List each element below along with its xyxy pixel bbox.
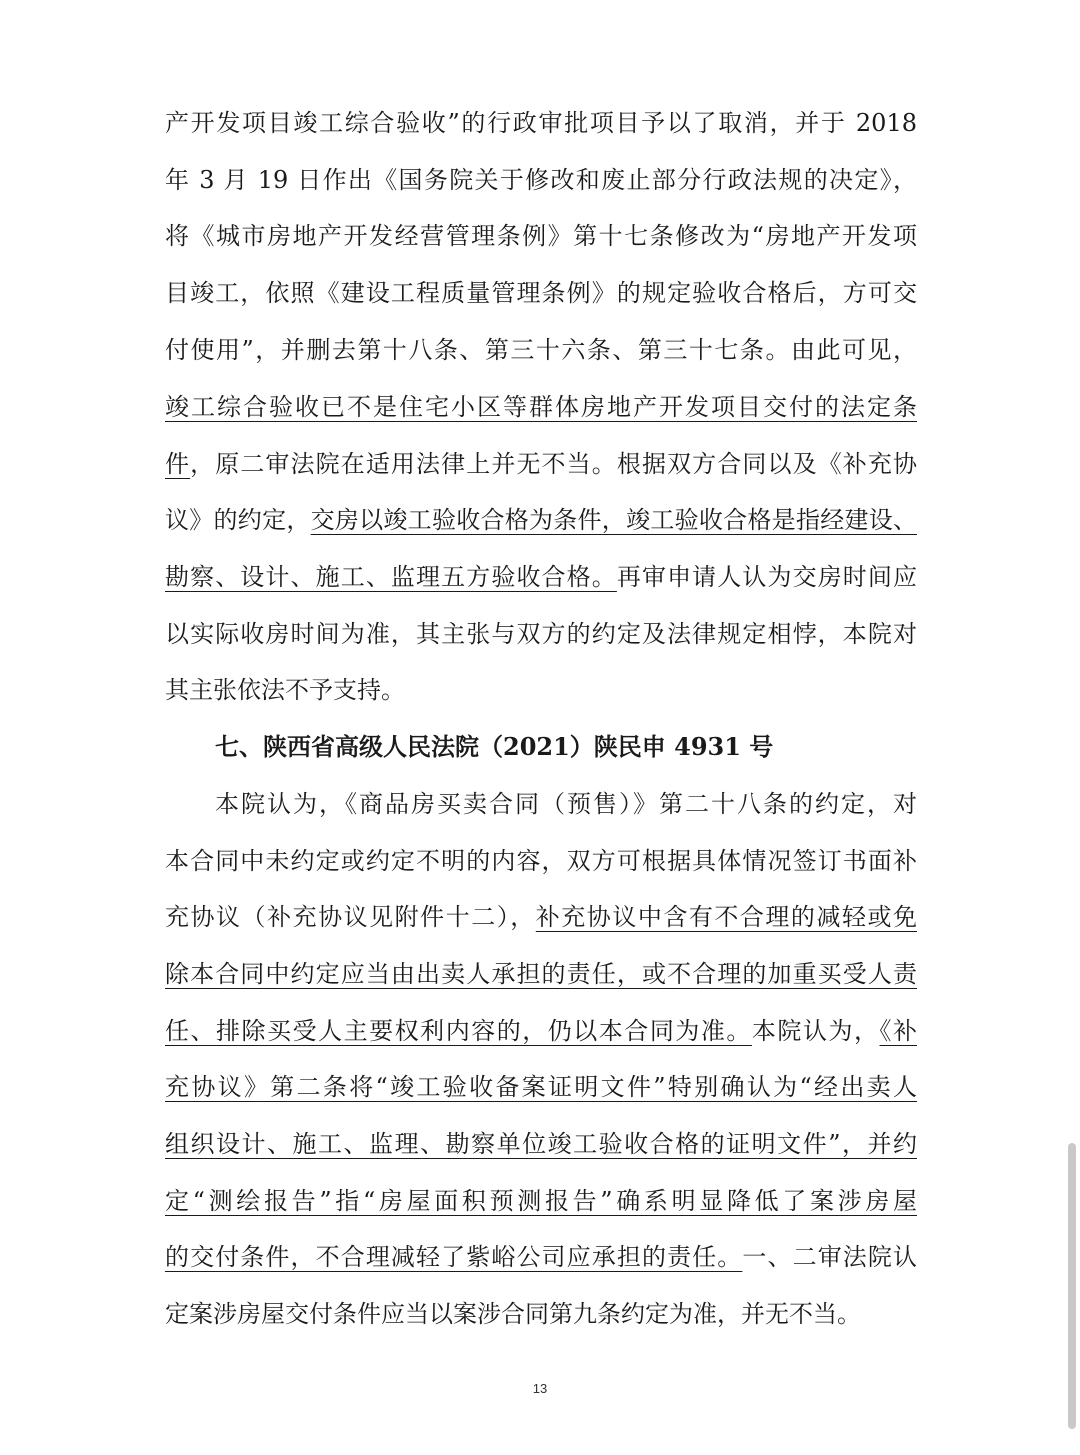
text-line: 其主张依法不予支持。 — [165, 676, 405, 704]
underlined-text: 的交付条件，不合理减轻了紫峪公司应承担的责任。 — [165, 1243, 743, 1271]
text-line — [165, 392, 917, 422]
text-line: 议》的约定，交房以竣工验收合格为条件，竣工验收合格是指经建设、 — [165, 506, 917, 534]
text-line: 目竣工，依照《建设工程质量管理条例》的规定验收合格后，方可交 — [165, 279, 917, 307]
underlined-text: 组织设计、施工、监理、勘察单位竣工验收合格的证明文件”，并约 — [165, 1130, 917, 1158]
page-number: 13 — [532, 1381, 548, 1396]
scrollbar[interactable] — [1064, 0, 1080, 1455]
text-line: 年 3 月 19 日作出《国务院关于修改和废止部分行政法规的决定》， — [165, 166, 917, 194]
underlined-text: 交房以竣工验收合格为条件，竣工验收合格是指经建设、 — [310, 506, 917, 534]
underlined-text: 任、排除买受人主要权利内容的，仍以本合同为准。 — [165, 1017, 752, 1045]
scrollbar-thumb[interactable] — [1068, 1143, 1076, 1429]
underlined-text: 勘察、设计、施工、监理五方验收合格。 — [165, 563, 617, 591]
underlined-text: 充协议》第二条将“竣工验收备案证明文件”特别确认为“经出卖人 — [165, 1073, 917, 1101]
text-line: 的交付条件，不合理减轻了紫峪公司应承担的责任。一、二审法院认 — [165, 1243, 917, 1271]
text-line: 付使用”，并删去第十八条、第三十六条、第三十七条。由此可见， — [165, 336, 917, 364]
underlined-text: 定“测绘报告”指“房屋面积预测报告”确系明显降低了案涉房屋 — [165, 1187, 917, 1215]
text-line: 以实际收房时间为准，其主张与双方的约定及法律规定相悖，本院对 — [165, 620, 917, 648]
underlined-text: 《补 — [879, 1017, 917, 1045]
text-line: 件，原二审法院在适用法律上并无不当。根据双方合同以及《补充协 — [165, 450, 917, 478]
text-line — [165, 1129, 917, 1159]
text-line: 本合同中未约定或约定不明的内容，双方可根据具体情况签订书面补 — [165, 847, 917, 875]
underlined-text: 补充协议中含有不合理的减轻或免 — [535, 903, 917, 931]
text-line: 充协议（补充协议见附件十二），补充协议中含有不合理的减轻或免 — [165, 903, 917, 931]
text-line: 任、排除买受人主要权利内容的，仍以本合同为准。本院认为，《补 — [165, 1017, 917, 1045]
text-line: 本院认为，《商品房买卖合同（预售）》第二十八条的约定，对 — [215, 790, 917, 818]
underlined-text: 竣工综合验收已不是住宅小区等群体房地产开发项目交付的法定条 — [165, 393, 917, 421]
text-line: 产开发项目竣工综合验收”的行政审批项目予以了取消，并于 2018 — [165, 109, 917, 137]
text-line: 勘察、设计、施工、监理五方验收合格。再审申请人认为交房时间应 — [165, 563, 917, 591]
underlined-text: 件 — [165, 450, 191, 478]
underlined-text: 除本合同中约定应当由出卖人承担的责任，或不合理的加重买受人责 — [165, 960, 917, 988]
text-line — [165, 1186, 917, 1216]
text-line: 将《城市房地产开发经营管理条例》第十七条修改为“房地产开发项 — [165, 222, 917, 250]
section-heading: 七、陕西省高级人民法院（2021）陕民申 4931 号 — [215, 732, 774, 761]
text-line — [165, 1072, 917, 1102]
text-line — [165, 959, 917, 989]
text-line: 定案涉房屋交付条件应当以案涉合同第九条约定为准，并无不当。 — [165, 1300, 861, 1328]
